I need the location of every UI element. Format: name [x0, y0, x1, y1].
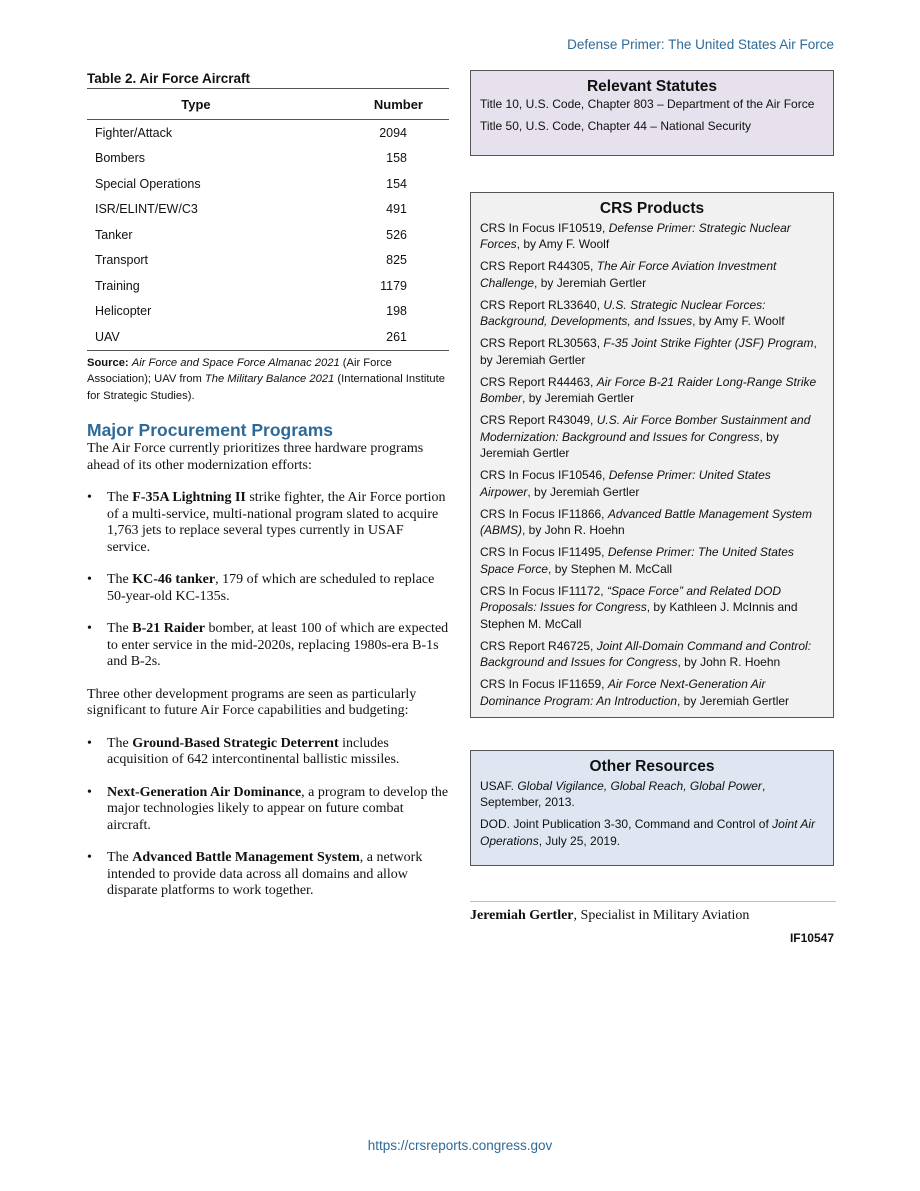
table-row — [87, 171, 449, 197]
entry-post: , by Jeremiah Gertler — [522, 391, 635, 405]
row-number: 261 — [305, 324, 449, 350]
entry-title: Defense Primer: United States Airpower — [480, 468, 771, 499]
entry-title: F-35 Joint Strike Fighter (JSF) Program — [603, 336, 814, 350]
author-title: , Specialist in Military Aviation — [573, 908, 750, 923]
row-number: 1179 — [380, 278, 407, 293]
table-row — [87, 197, 449, 223]
crs-entry — [480, 583, 824, 633]
entry-title: Joint Air Operations — [480, 817, 816, 848]
item-pre: The — [107, 621, 133, 636]
entry-pre: CRS Report R44463, — [480, 374, 597, 389]
entry-pre: CRS In Focus IF11172, — [480, 583, 607, 598]
entry-pre: CRS Report RL33640, — [480, 297, 604, 312]
crs-entry — [480, 374, 824, 407]
row-number: 154 — [386, 176, 407, 191]
entry-title: Advanced Battle Management System (ABMS) — [480, 506, 812, 537]
bullet-icon: • — [87, 572, 92, 587]
entry-pre: CRS In Focus IF11866, — [480, 506, 608, 521]
entry-post: , September, 2013. — [480, 778, 766, 809]
entry-post: , by Jeremiah Gertler — [527, 484, 640, 499]
row-type: Transport — [95, 253, 149, 268]
bullet-icon: • — [87, 850, 92, 865]
crs-entry — [480, 412, 824, 462]
crs-entry — [480, 544, 824, 577]
entry-post: , by Jeremiah Gertler — [534, 275, 647, 290]
list-item — [87, 736, 449, 769]
crs-entry — [480, 297, 824, 330]
bullet-icon: • — [87, 735, 92, 751]
entry-title: Joint All-Domain Command and Control: Background and Issues for Congress — [480, 638, 812, 669]
entry-pre: USAF. — [480, 778, 518, 793]
entry-pre: DOD. Joint Publication 3-30, Command and Control of — [480, 817, 773, 831]
page-header: Defense Primer: The United States Air Force — [567, 37, 834, 52]
source-label: Source: — [87, 356, 129, 369]
entry-post: , by Jeremiah Gertler — [480, 429, 779, 460]
row-number: 158 — [386, 151, 407, 166]
statute-entry: Title 50, U.S. Code, Chapter 44 – National Security — [480, 118, 752, 133]
item-bold: Ground-Based Strategic Deterrent — [132, 735, 339, 751]
development-program-list — [87, 736, 449, 900]
table-title: Table 2. Air Force Aircraft — [87, 71, 449, 89]
list-item — [87, 490, 449, 556]
crs-entry — [480, 638, 824, 671]
entry-title: The Air Force Aviation Investment Challenge — [480, 259, 777, 290]
list-item — [87, 850, 449, 900]
entry-title: U.S. Strategic Nuclear Forces: Background, Developments, and Issues — [480, 297, 766, 328]
table-row — [87, 324, 449, 350]
table-row — [87, 299, 449, 325]
item-pre: The — [107, 490, 133, 505]
item-pre: The — [107, 735, 133, 751]
entry-post: , by Amy F. Woolf — [516, 237, 610, 251]
row-number: 491 — [386, 202, 407, 217]
entry-pre: CRS In Focus IF11659, — [480, 677, 608, 691]
entry-pre: CRS In Focus IF10519, — [480, 220, 609, 235]
entry-title: Global Vigilance, Global Reach, Global Power — [517, 778, 762, 793]
resource-entry — [480, 816, 824, 849]
table-row — [87, 120, 449, 146]
table-source-note — [87, 355, 449, 405]
table-row — [87, 146, 449, 172]
entry-pre: CRS Report RL30563, — [480, 336, 604, 350]
item-post: bomber, at least 100 of which are expected to enter service in the mid-2020s, replacing 1980s-era B-1s and B-2s. — [107, 621, 449, 669]
entry-title: Air Force B-21 Raider Long-Range Strike Bomber — [480, 374, 817, 405]
bullet-icon: • — [87, 784, 92, 800]
item-post: , a network intended to provide data across all domains and allow disparate platforms to work together. — [107, 850, 423, 898]
intro-paragraph-2: Three other development programs are seen as particularly significant to future Air Force capabilities and budgeting: — [87, 686, 417, 718]
row-number: 526 — [386, 227, 407, 242]
item-bold: Advanced Battle Management System — [132, 850, 360, 865]
item-pre: The — [107, 850, 133, 865]
other-resources-box — [470, 750, 834, 866]
row-type: Training — [95, 278, 140, 293]
box-title: Relevant Statutes — [586, 78, 718, 95]
footer-url-link[interactable]: https://crsreports.congress.gov — [367, 1138, 553, 1153]
entry-title: Air Force Next-Generation Air Dominance Program: An Introduction — [480, 677, 766, 708]
left-column — [87, 71, 449, 900]
source-title-1: Air Force and Space Force Almanac 2021 — [131, 356, 340, 369]
list-item — [87, 785, 449, 835]
entry-pre: CRS In Focus IF11495, — [480, 545, 608, 559]
priority-program-list — [87, 490, 449, 671]
row-number: 825 — [386, 253, 407, 268]
entry-title: Defense Primer: Strategic Nuclear Forces — [480, 220, 791, 251]
entry-post: , by John R. Hoehn — [522, 523, 625, 537]
entry-post: , by Jeremiah Gertler — [677, 693, 790, 708]
row-type: Bombers — [95, 151, 146, 166]
source-text-2: (International Institute for Strategic Studies). — [87, 373, 445, 402]
row-type: UAV — [87, 324, 305, 350]
entry-post: , by Kathleen J. McInnis and Stephen M. McCall — [480, 600, 798, 631]
row-type: Fighter/Attack — [95, 125, 173, 140]
entry-post: , by John R. Hoehn — [677, 655, 781, 669]
item-pre: The — [107, 572, 133, 587]
aircraft-table — [87, 89, 449, 351]
column-header-type: Type — [87, 89, 305, 120]
item-post: strike fighter, the Air Force portion of a multi-service, multi-national program slated to acquire 1,763 jets to replace several types currently in USAF service. — [107, 490, 446, 555]
item-bold: B-21 Raider — [132, 621, 205, 636]
entry-post: , by Jeremiah Gertler — [480, 336, 817, 367]
entry-post: , July 25, 2019. — [538, 833, 621, 848]
table-row — [87, 222, 449, 248]
table-row — [87, 248, 449, 274]
column-header-number: Number — [305, 89, 449, 120]
author-line — [470, 901, 836, 924]
author-name: Jeremiah Gertler — [470, 908, 574, 923]
item-bold: Next-Generation Air Dominance — [107, 784, 302, 800]
list-item — [87, 621, 449, 671]
crs-entry — [480, 467, 824, 500]
bullet-icon: • — [87, 490, 92, 505]
box-title: CRS Products — [599, 200, 705, 217]
crs-entry — [480, 220, 824, 253]
entry-title: U.S. Air Force Bomber Sustainment and Modernization: Background and Issues for Congress — [480, 413, 811, 444]
entry-title: “Space Force” and Related DOD Proposals: Issues for Congress — [480, 583, 782, 614]
list-item — [87, 572, 449, 605]
item-post: , a program to develop the major technologies likely to appear on future combat aircraft. — [107, 784, 449, 833]
item-bold: F-35A Lightning II — [132, 490, 246, 505]
crs-products-box — [470, 192, 834, 718]
entry-pre: CRS Report R43049, — [480, 413, 597, 427]
section-heading: Major Procurement Programs — [87, 420, 334, 440]
row-number: 198 — [386, 304, 407, 319]
row-type: ISR/ELINT/EW/C3 — [95, 202, 198, 217]
right-column — [470, 70, 834, 945]
entry-post: , by Amy F. Woolf — [692, 314, 785, 328]
entry-title: Defense Primer: The United States Space Force — [480, 545, 794, 576]
crs-entry — [480, 506, 824, 539]
row-number: 2094 — [379, 125, 407, 140]
source-text-1: (Air Force Association); UAV from — [87, 356, 392, 385]
statute-entry: Title 10, U.S. Code, Chapter 803 – Department of the Air Force — [480, 96, 815, 111]
resource-entry — [480, 778, 824, 811]
entry-pre: CRS Report R46725, — [480, 638, 597, 653]
table-row — [87, 273, 449, 299]
row-type: Special Operations — [95, 176, 201, 191]
crs-entry — [480, 335, 824, 368]
table-body — [87, 120, 449, 351]
intro-paragraph: The Air Force currently prioritizes three hardware programs ahead of its other modernization efforts: — [87, 441, 424, 473]
entry-pre: CRS In Focus IF10546, — [480, 468, 609, 482]
row-type: Tanker — [95, 227, 133, 242]
source-title-2: The Military Balance 2021 — [204, 373, 335, 385]
crs-entry — [480, 676, 824, 709]
item-post: includes acquisition of 642 intercontinental ballistic missiles. — [107, 735, 400, 767]
relevant-statutes-box — [470, 70, 834, 156]
item-post: , 179 of which are scheduled to replace 50-year-old KC-135s. — [107, 572, 435, 604]
row-type: Helicopter — [95, 304, 152, 319]
entry-pre: CRS Report R44305, — [480, 259, 597, 273]
crs-entry — [480, 258, 824, 291]
entry-post: , by Stephen M. McCall — [548, 561, 673, 576]
bullet-icon: • — [87, 621, 92, 636]
box-title: Other Resources — [589, 758, 715, 775]
document-code: IF10547 — [789, 931, 834, 945]
item-bold: KC-46 tanker — [132, 572, 216, 587]
